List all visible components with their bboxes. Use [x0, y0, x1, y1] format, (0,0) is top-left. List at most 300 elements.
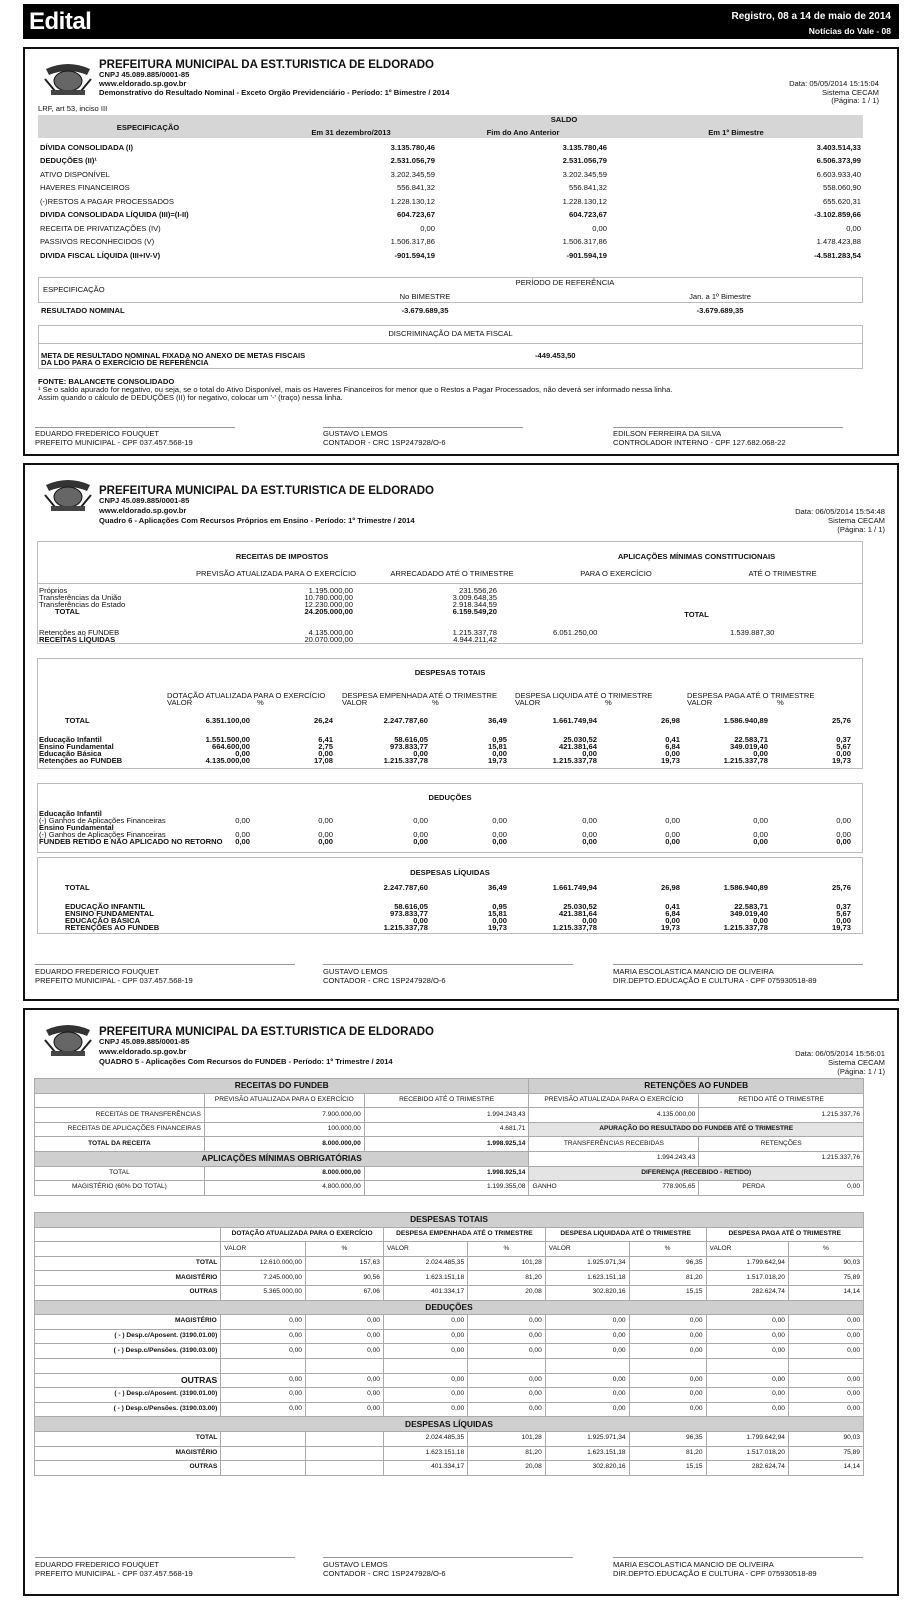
cell: 604.723,67 [396, 210, 435, 220]
aplicacoes-exercicio: 6.051.250,00 [553, 628, 598, 637]
row-label: ( - ) Desp.c/Pensões. (3190.03.00) [35, 1344, 221, 1359]
report-system: Sistema CECAM [828, 516, 885, 525]
col-valor: VALOR [221, 1242, 306, 1257]
cell: 26,98 [660, 716, 680, 725]
cell: 0,00 [468, 1402, 546, 1417]
cell: 556.841,32 [396, 183, 435, 193]
cell: 0,00 [753, 916, 768, 925]
cell: 0,00 [665, 916, 680, 925]
deducoes-title: DEDUÇÕES [35, 1300, 864, 1315]
cell: 3.403.514,33 [816, 142, 861, 152]
signature-line [613, 427, 843, 428]
cell: 2.531.056,79 [390, 156, 435, 166]
report-quadro5 [23, 1008, 899, 1596]
despesas-liquidas-title: DESPESAS LÍQUIDAS [35, 1417, 864, 1432]
fundeb-despesas-table [34, 1212, 864, 1476]
cell: 0,00 [305, 1373, 383, 1388]
col-header: DESPESA PAGA ATÉ O TRIMESTRE [687, 691, 815, 700]
diferenca-title: DIFERENÇA (RECEBIDO - RETIDO) [529, 1166, 864, 1181]
table-row [35, 1300, 864, 1315]
cell: 12.230.000,00 [304, 600, 353, 609]
cell: 0,00 [582, 816, 597, 825]
table-row [35, 1329, 864, 1344]
coat-of-arms-icon [43, 477, 93, 513]
cell: 0,00 [413, 837, 428, 846]
aplicacoes-total: TOTAL [684, 610, 709, 619]
cell: 0,00 [753, 816, 768, 825]
col-retido: RETIDO ATÉ O TRIMESTRE [699, 1093, 864, 1108]
cell: 75,89 [788, 1271, 863, 1286]
cell: 0,00 [545, 1315, 629, 1330]
table-row [38, 141, 863, 155]
cell: 3.202.345,59 [390, 169, 435, 179]
cell: 0,00 [545, 1344, 629, 1359]
retencoes-prev: 4.135.000,00 [308, 628, 353, 637]
despesas-liquidas-title: DESPESAS LÍQUIDAS [410, 868, 490, 877]
cell: 19,73 [660, 756, 680, 765]
section-title: Edital [29, 8, 92, 35]
table-row [38, 155, 863, 169]
row-label: EDUCAÇÃO BÁSICA [65, 916, 141, 925]
cell: 0,00 [221, 1329, 306, 1344]
cell: 0,00 [706, 1344, 788, 1359]
cell: 10.780.000,00 [304, 593, 353, 602]
row-label: (-)RESTOS A PAGAR PROCESSADOS [40, 196, 174, 206]
cell: 1.994.243,43 [364, 1108, 529, 1123]
cell: 24.205.000,00 [304, 607, 353, 616]
table-row [35, 1213, 864, 1228]
cell: 0,41 [665, 735, 680, 744]
cell: 0,00 [788, 1315, 863, 1330]
cell: 4.135.000,00 [529, 1108, 699, 1123]
row-label: HAVERES FINANCEIROS [40, 183, 130, 193]
signature-contador: GUSTAVO LEMOS CONTADOR - CRC 1SP247928/O-6 [323, 1560, 446, 1578]
signature-line [35, 427, 235, 428]
row-label [35, 1358, 221, 1373]
table-row [35, 1446, 864, 1461]
receitas-fundeb-title: RECEITAS DO FUNDEB [35, 1079, 529, 1094]
cell: 0,00 [413, 816, 428, 825]
cell: 973.833,77 [389, 909, 428, 918]
receitas-title: RECEITAS DE IMPOSTOS [235, 552, 329, 561]
row-label: RETENÇÕES AO FUNDEB [65, 923, 160, 932]
meta-value: -449.453,50 [535, 351, 576, 360]
cell: 0,00 [788, 1373, 863, 1388]
cell: 0,00 [413, 749, 428, 758]
cell: 96,35 [629, 1256, 706, 1271]
cell: 0,00 [492, 916, 507, 925]
cell: 0,00 [305, 1388, 383, 1403]
cell: 19,73 [660, 923, 680, 932]
org-cnpj: CNPJ 45.089.885/0001-85 [99, 496, 190, 505]
cell: 0,00 [383, 1373, 467, 1388]
cell: 0,00 [629, 1344, 706, 1359]
row-label: TOTAL [65, 883, 90, 892]
cell: 1.661.749,94 [552, 883, 597, 892]
row-label: Retenções ao FUNDEB [39, 756, 123, 765]
cell: 2.024.485,35 [383, 1431, 467, 1446]
signature-line [323, 964, 573, 965]
table-row [35, 1242, 864, 1257]
ganho-cell: GANHO 778.905,65 [529, 1181, 699, 1196]
cell: 1.228.130,12 [562, 196, 607, 206]
col-1-bimestre: Em 1º Bimestre [708, 128, 764, 137]
cell: 25,76 [831, 716, 851, 725]
footnote-2: Assim quando o cálculo de DEDUÇÕES (II) for negativo, colocar um '-' (traço) nessa linha. [38, 393, 343, 402]
cell: 1.506.317,86 [562, 237, 607, 247]
cell: 0,00 [545, 1388, 629, 1403]
cell: 75,89 [788, 1446, 863, 1461]
row-label: OUTRAS [35, 1461, 221, 1476]
row-label: EDUCAÇÃO INFANTIL [65, 902, 146, 911]
org-name: PREFEITURA MUNICIPAL DA EST.TURISTICA DE ELDORADO [99, 485, 434, 497]
resultado-bim: -3.679.689,35 [401, 306, 449, 315]
cell: 1.215.337,78 [383, 756, 428, 765]
cell [706, 1358, 788, 1373]
table-row [35, 1271, 864, 1286]
cell: 6.159.549,20 [452, 607, 497, 616]
table-row [35, 1461, 864, 1476]
cell: 0,00 [221, 1315, 306, 1330]
cell: 0,00 [545, 1329, 629, 1344]
row-label: DIVIDA FISCAL LÍQUIDA (III+IV-V) [40, 250, 161, 260]
cell: 401.334,17 [383, 1461, 467, 1476]
cell: 25.030,52 [563, 735, 597, 744]
signature-prefeito: EDUARDO FREDERICO FOUQUET PREFEITO MUNICIPAL - CPF 037.457.568-19 [35, 967, 193, 985]
cell: 6,84 [665, 909, 680, 918]
coat-of-arms-icon [43, 61, 93, 97]
row-label: Educação Básica [39, 749, 102, 758]
cell: 0,00 [582, 916, 597, 925]
cell: 3.135.780,46 [390, 142, 435, 152]
row-label: Educação Infantil [39, 809, 102, 818]
cell: 282.624,74 [706, 1461, 788, 1476]
cell: 0,00 [235, 837, 250, 846]
col-valor: VALOR [515, 698, 541, 707]
receitas-liquidas-label: RECEITAS LÍQUIDAS [39, 635, 116, 644]
col-valor: VALOR [687, 698, 713, 707]
col-arrecadado: ARRECADADO ATÉ O TRIMESTRE [390, 569, 514, 578]
cell [221, 1446, 306, 1461]
cell: 3.135.780,46 [562, 142, 607, 152]
apuracao-title: APURAÇÃO DO RESULTADO DO FUNDEB ATÉ O TRIMESTRE [529, 1122, 864, 1137]
cell: 0,00 [582, 837, 597, 846]
footnote-1: ¹ Se o saldo apurado for negativo, ou seja, se o total do Ativo Disponível, mais os Haveres Financeiros for menor que o Restos a Pagar Processados, não deverá ser informado nessa linha. [38, 385, 673, 394]
cell: 19,73 [831, 756, 851, 765]
row-label: ATIVO DISPONÍVEL [40, 169, 110, 179]
cell: 8.000.000,00 [204, 1166, 364, 1181]
col-header: DESPESA LIQUIDADA ATÉ O TRIMESTRE [545, 1227, 706, 1242]
cell: 664.600,00 [211, 742, 250, 751]
cell: 0,00 [545, 1402, 629, 1417]
cell: 1.551.500,00 [205, 735, 250, 744]
signature-diretora: MARIA ESCOLASTICA MANCIO DE OLIVEIRA DIR.DEPTO.EDUCAÇÃO E CULTURA - CPF 075930518-89 [613, 967, 817, 985]
row-label: TOTAL [65, 716, 90, 725]
signature-line [613, 1557, 863, 1558]
cell: 67,06 [305, 1285, 383, 1300]
cell: 1.478.423,88 [816, 237, 861, 247]
cell: 0,95 [492, 735, 507, 744]
cell [35, 1242, 221, 1257]
resultado-jan: -3.679.689,35 [696, 306, 744, 315]
col-pct: % [257, 698, 264, 707]
cell: 0,00 [665, 816, 680, 825]
row-label: RECEITA DE PRIVATIZAÇÕES (IV) [40, 223, 161, 233]
cell: 26,98 [660, 883, 680, 892]
cell: 0,00 [318, 830, 333, 839]
row-label: MAGISTÉRIO (60% DO TOTAL) [35, 1181, 205, 1196]
cell: 0,00 [753, 837, 768, 846]
col-saldo: SALDO [550, 115, 578, 124]
signature-contador: GUSTAVO LEMOS CONTADOR - CRC 1SP247928/O-6 [323, 967, 446, 985]
cell: 0,00 [221, 1344, 306, 1359]
col-recebido: RECEBIDO ATÉ O TRIMESTRE [364, 1093, 529, 1108]
cell: 1.517.018,20 [706, 1271, 788, 1286]
cell: 0,00 [413, 916, 428, 925]
signature-prefeito: EDUARDO FREDERICO FOUQUET PREFEITO MUNICIPAL - CPF 037.457.568-19 [35, 429, 193, 447]
cell [305, 1461, 383, 1476]
cell: 0,00 [235, 816, 250, 825]
row-label: OUTRAS [35, 1373, 221, 1388]
col-pct: % [777, 698, 784, 707]
cell: RETENÇÕES [699, 1137, 864, 1152]
cell: 0,00 [629, 1329, 706, 1344]
cell: 1.195.000,00 [308, 586, 353, 595]
col-pct: % [432, 698, 439, 707]
signature-line [35, 964, 295, 965]
row-label: Ensino Fundamental [39, 742, 114, 751]
cell: 0,00 [706, 1329, 788, 1344]
cell: 0,00 [846, 223, 861, 233]
cell: 0,00 [305, 1315, 383, 1330]
perda-cell: PERDA 0,00 [699, 1181, 864, 1196]
cell: 0,00 [753, 749, 768, 758]
cell: 1.925.971,34 [545, 1431, 629, 1446]
cell: 0,37 [836, 902, 851, 911]
cell: 1.623.151,18 [545, 1446, 629, 1461]
ref-spec: ESPECIFICAÇÃO [43, 285, 105, 294]
table-row [38, 249, 863, 263]
cell: 0,00 [706, 1388, 788, 1403]
col-previsao-ret: PREVISÃO ATUALIZADA PARA O EXERCÍCIO [529, 1093, 699, 1108]
cell: 0,00 [235, 830, 250, 839]
signature-prefeito: EDUARDO FREDERICO FOUQUET PREFEITO MUNICIPAL - CPF 037.457.568-19 [35, 1560, 193, 1578]
cell: 1.215.337,78 [383, 923, 428, 932]
signature-line [35, 1557, 295, 1558]
cell: 421.381,64 [558, 742, 597, 751]
col-pct: % [629, 1242, 706, 1257]
cell: 96,35 [629, 1431, 706, 1446]
cell: 231.556,26 [458, 586, 497, 595]
cell: 556.841,32 [568, 183, 607, 193]
cell: 81,20 [629, 1446, 706, 1461]
report-subtitle: QUADRO 5 - Aplicações Com Recursos do FUNDEB - Período: 1º Trimestre / 2014 [99, 1057, 393, 1066]
report-page: (Página: 1 / 1) [837, 525, 885, 534]
cell: 604.723,67 [568, 210, 607, 220]
row-label: MAGISTÉRIO [35, 1271, 221, 1286]
row-label: TOTAL [35, 1166, 205, 1181]
divider [37, 583, 863, 584]
col-fim-ano: Fim do Ano Anterior [486, 128, 560, 137]
cell: 0,00 [629, 1373, 706, 1388]
cell: 15,81 [487, 742, 507, 751]
row-label: PASSIVOS RECONHECIDOS (V) [40, 237, 155, 247]
col-spec: ESPECIFICAÇÃO [116, 123, 180, 132]
cell: 2.024.485,35 [383, 1256, 467, 1271]
report-system: Sistema CECAM [828, 1058, 885, 1067]
cell: 0,00 [492, 816, 507, 825]
row-label: RECEITAS DE APLICAÇÕES FINANCEIRAS [35, 1122, 205, 1137]
row-label: ( - ) Desp.c/Aposent. (3190.01.00) [35, 1329, 221, 1344]
row-label: (-) Ganhos de Aplicações Financeiras [39, 816, 166, 825]
cell: 1.215.337,78 [552, 923, 597, 932]
retencoes-arrec: 1.215.337,78 [452, 628, 497, 637]
cell: -901.594,19 [566, 250, 607, 260]
cell: 0,00 [788, 1402, 863, 1417]
cell: 302.820,16 [545, 1461, 629, 1476]
cell: 349.019,40 [729, 909, 768, 918]
col-valor: VALOR [545, 1242, 629, 1257]
cell: 1.799.642,94 [706, 1256, 788, 1271]
ref-title: PERÍODO DE REFERÊNCIA [515, 278, 615, 287]
cell: 5,67 [836, 742, 851, 751]
cell: 0,00 [383, 1402, 467, 1417]
row-label: FUNDEB RETIDO E NÃO APLICADO NO RETORNO [39, 837, 223, 846]
cell: 22.583,71 [734, 735, 768, 744]
retencoes-fundeb-title: RETENÇÕES AO FUNDEB [529, 1079, 864, 1094]
cell: 1.998.925,14 [364, 1137, 529, 1152]
cell: 81,20 [629, 1271, 706, 1286]
cell: 0,00 [788, 1344, 863, 1359]
col-pct: % [605, 698, 612, 707]
despesas-totais-title: DESPESAS TOTAIS [35, 1213, 864, 1228]
cell: 12.610.000,00 [221, 1256, 306, 1271]
cell: 655.620,31 [822, 196, 861, 206]
cell: -3.102.859,66 [814, 210, 861, 220]
deducoes-title: DEDUÇÕES [428, 793, 472, 802]
cell: 1.661.749,94 [552, 716, 597, 725]
table-row [35, 1227, 864, 1242]
cell: 1.623.151,18 [383, 1271, 467, 1286]
cell: 19,73 [487, 923, 507, 932]
cell: 1.215.337,78 [723, 923, 768, 932]
cell [221, 1461, 306, 1476]
cell: 101,28 [468, 1256, 546, 1271]
row-label: TOTAL [35, 1431, 221, 1446]
cell: 17,08 [313, 756, 333, 765]
cell: 101,28 [468, 1431, 546, 1446]
cell: 0,00 [492, 830, 507, 839]
cell: TRANSFERÊNCIAS RECEBIDAS [529, 1137, 699, 1152]
cell: 2.247.787,60 [383, 883, 428, 892]
cell: 558.060,90 [822, 183, 861, 193]
report-page: (Página: 1 / 1) [837, 1067, 885, 1076]
row-label: Transferências do Estado [39, 600, 126, 609]
report-date: Data: 06/05/2014 15:54:48 [795, 507, 885, 516]
cell: 0,00 [413, 830, 428, 839]
table-row [38, 236, 863, 250]
cell: 0,00 [836, 749, 851, 758]
cell: 1.586.940,89 [723, 716, 768, 725]
signature-diretora: MARIA ESCOLASTICA MANCIO DE OLIVEIRA DIR.DEPTO.EDUCAÇÃO E CULTURA - CPF 075930518-89 [613, 1560, 817, 1578]
cell: 19,73 [831, 923, 851, 932]
row-label: ( - ) Desp.c/Aposent. (3190.01.00) [35, 1388, 221, 1403]
cell: 15,81 [487, 909, 507, 918]
table-row [35, 1402, 864, 1417]
cell [221, 1431, 306, 1446]
page-header [23, 4, 899, 39]
col-pct: % [305, 1242, 383, 1257]
cell: 7.245.000,00 [221, 1271, 306, 1286]
row-label: (-) Ganhos de Aplicações Financeiras [39, 830, 166, 839]
cell: 81,20 [468, 1271, 546, 1286]
cell: 157,63 [305, 1256, 383, 1271]
cell: 15,15 [629, 1461, 706, 1476]
table-row [38, 209, 863, 223]
cell: 1.199.355,08 [364, 1181, 529, 1196]
org-name: PREFEITURA MUNICIPAL DA EST.TURISTICA DE ELDORADO [99, 1026, 434, 1038]
cell [221, 1358, 306, 1373]
cell [305, 1358, 383, 1373]
row-label: Transferências da União [39, 593, 122, 602]
row-label: OUTRAS [35, 1285, 221, 1300]
report-resultado-nominal [23, 47, 899, 456]
cell: 2.918.344,59 [452, 600, 497, 609]
cell: 7.900.000,00 [204, 1108, 364, 1123]
row-label: ( - ) Desp.c/Pensões. (3190.03.00) [35, 1402, 221, 1417]
cell: 19,73 [487, 756, 507, 765]
cell: 15,15 [629, 1285, 706, 1300]
report-quadro6 [23, 463, 899, 1001]
col-previsao: PREVISÃO ATUALIZADA PARA O EXERCÍCIO [195, 569, 357, 578]
cell: 25,76 [831, 883, 851, 892]
cell: 0,41 [665, 902, 680, 911]
cell: 36,49 [487, 883, 507, 892]
cell: 0,00 [836, 837, 851, 846]
cell: 0,00 [836, 916, 851, 925]
row-label: Ensino Fundamental [39, 823, 114, 832]
cell: 0,00 [706, 1315, 788, 1330]
org-site[interactable]: www.eldorado.sp.gov.br [99, 1047, 187, 1056]
row-label: DÍVIDA CONSOLIDADA (I) [40, 142, 134, 152]
org-site[interactable]: www.eldorado.sp.gov.br [99, 79, 187, 88]
row-label: Educação Infantil [39, 735, 102, 744]
cell: 4.681,71 [364, 1122, 529, 1137]
cell: 5.365.000,00 [221, 1285, 306, 1300]
cell: 1.215.337,76 [699, 1108, 864, 1123]
cell: 14,14 [788, 1461, 863, 1476]
cell: 1.215.337,76 [699, 1151, 864, 1166]
cell: 6.351.100,00 [205, 716, 250, 725]
cell: 90,03 [788, 1431, 863, 1446]
cell: 4.135.000,00 [205, 756, 250, 765]
cell [788, 1358, 863, 1373]
table-row [35, 1315, 864, 1330]
cell: 0,00 [305, 1329, 383, 1344]
row-label: RECEITAS DE TRANSFERÊNCIAS [35, 1108, 205, 1123]
col-previsao: PREVISÃO ATUALIZADA PARA O EXERCÍCIO [204, 1093, 364, 1108]
row-label: TOTAL [55, 607, 80, 616]
cell: 0,00 [706, 1402, 788, 1417]
table-row [35, 1358, 864, 1373]
cell: 100.000,00 [204, 1122, 364, 1137]
org-name: PREFEITURA MUNICIPAL DA EST.TURISTICA DE ELDORADO [99, 59, 434, 71]
cell [35, 1227, 221, 1242]
cell: 0,00 [318, 837, 333, 846]
org-site[interactable]: www.eldorado.sp.gov.br [99, 506, 187, 515]
cell [468, 1358, 546, 1373]
col-ate-trimestre: ATÉ O TRIMESTRE [748, 569, 817, 578]
